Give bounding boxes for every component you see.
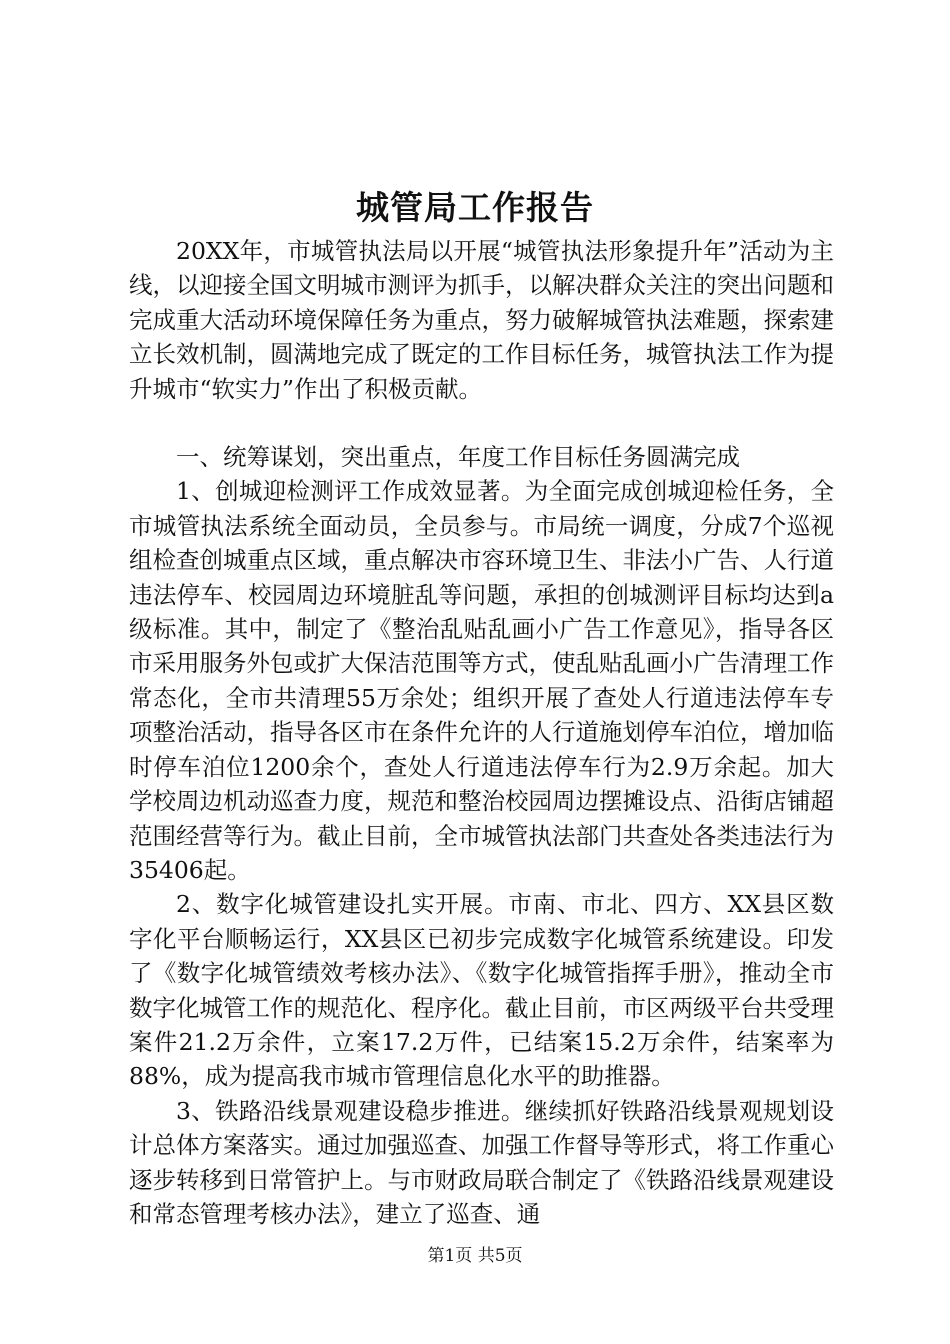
document-title: 城管局工作报告 (356, 188, 594, 227)
item-paragraph-2: 2、数字化城管建设扎实开展。市南、市北、四方、XX县区数字化平台顺畅运行，XX县区已初步完成数字化城管系统建设。印发了《数字化城管绩效考核办法》、《数字化城管指挥手册》，推动全市数字化城管工作的规范化、程序化。截止目前，市区两级平台共受理案件21.2万余件，立案17.2万件，已结案15.2万余件，结案率为88%，成为提高我市城市管理信息化水平的助推器。 (129, 890, 834, 1091)
item-paragraph-1: 1、创城迎检测评工作成效显著。为全面完成创城迎检任务，全市城管执法系统全面动员，全员参与。市局统一调度，分成7个巡视组检查创城重点区域，重点解决市容环境卫生、非法小广告、人行道违法停车、校园周边环境脏乱等问题，承担的创城测评目标均达到a级标准。其中，制定了《整治乱贴乱画小广告工作意见》，指导各区市采用服务外包或扩大保洁范围等方式，使乱贴乱画小广告清理工作常态化，全市共清理55万余处；组织开展了查处人行道违法停车专项整治活动，指导各区市在条件允许的人行道施划停车泊位，增加临时停车泊位1200余个，查处人行道违法停车行为2.9万余起。加大学校周边机动巡查力度，规范和整治校园周边摆摊设点、沿街店铺超范围经营等行为。截止目前，全市城管执法部门共查处各类违法行为35406起。 (129, 477, 834, 884)
document-body (129, 234, 834, 1231)
page-footer: 第1页 共5页 (427, 1246, 523, 1266)
section-heading: 一、统筹谋划，突出重点，年度工作目标任务圆满完成 (176, 443, 740, 472)
item-paragraph-3: 3、铁路沿线景观建设稳步推进。继续抓好铁路沿线景观规划设计总体方案落实。通过加强巡查、加强工作督导等形式，将工作重心逐步转移到日常管护上。与市财政局联合制定了《铁路沿线景观建设和常态管理考核办法》，建立了巡查、通 (129, 1096, 834, 1228)
intro-paragraph: 20XX年，市城管执法局以开展“城管执法形象提升年”活动为主线，以迎接全国文明城市测评为抓手，以解决群众关注的突出问题和完成重大活动环境保障任务为重点，努力破解城管执法难题，探索建立长效机制，圆满地完成了既定的工作目标任务，城管执法工作为提升城市“软实力”作出了积极贡献。 (129, 237, 834, 403)
